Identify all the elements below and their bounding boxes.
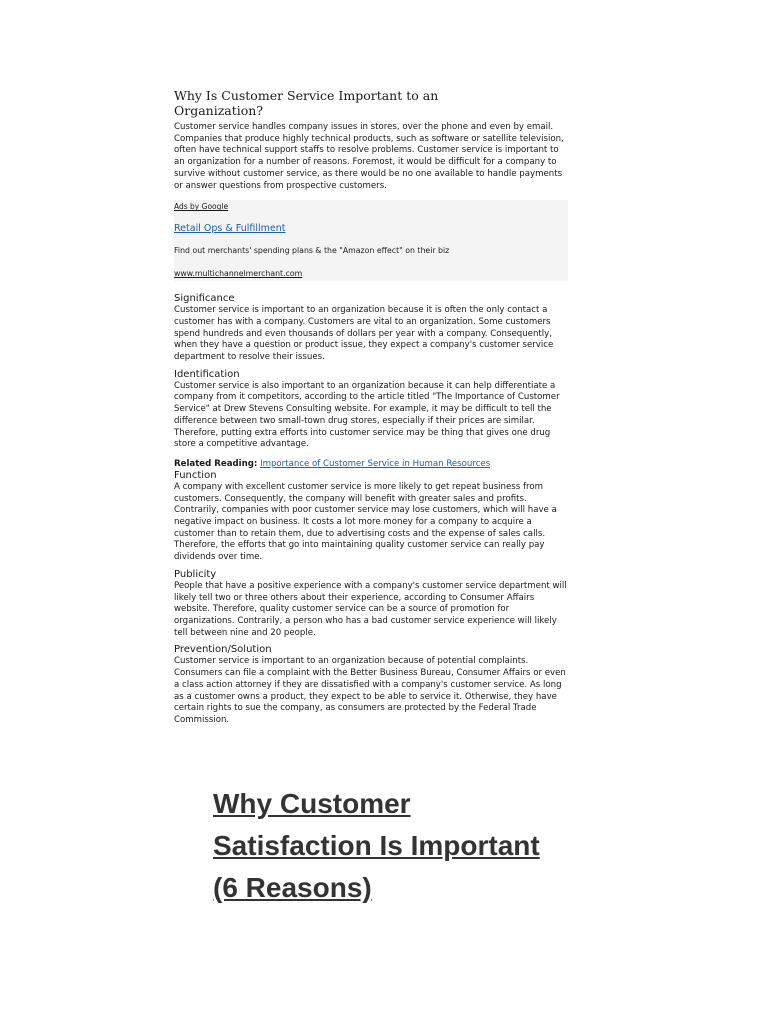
- section-heading: Identification: [174, 368, 240, 380]
- section-heading: Prevention/Solution: [174, 644, 272, 656]
- related-reading-label: Related Reading:: [174, 458, 258, 469]
- related-reading: [174, 459, 568, 470]
- section-body: Customer service is also important to an organization because it can help differentiate a company from it competitors, according to the article titled "The Importance of Customer Service" at Drew Stevens Consulting website. For example, it may be difficult to tell the difference between two small-town drug stores, especially if their prices are similar. Therefore, putting extra efforts into customer service may be thing that gives one drug store a competitive advantage.: [174, 380, 560, 450]
- article-intro: Customer service handles company issues in stores, over the phone and even by email. Companies that produce highly technical products, such as software or satellite television, often have technical support staffs to resolve problems. Customer service is important to an organization for a number of reasons. Foremost, it would be difficult for a company to survive without customer service, as there would be no one available to handle payments or answer questions from prospective customers.: [174, 122, 564, 191]
- section-body: Customer service is important to an organization because it is often the only contact a customer has with a company. Customers are vital to an organization. Some customers spend hundreds and even thousands of dollars per year with a company. Consequently, when they have a question or product issue, they expect a company's customer service department to resolve their issues.: [174, 305, 554, 363]
- ad-url-link[interactable]: www.multichannelmerchant.com: [174, 269, 303, 279]
- section-heading: Function: [174, 469, 217, 481]
- article: [174, 88, 568, 732]
- ad-label[interactable]: Ads by Google: [174, 202, 229, 212]
- section-heading: Publicity: [174, 568, 217, 580]
- section-heading: Significance: [174, 293, 235, 305]
- section-body: Customer service is important to an organization because of potential complaints. Consumers can file a complaint with the Better Business Bureau, Consumer Affairs or even a class action attorney if they are dissatisfied with a company's customer service. As long as a customer owns a product, they expect to be able to service it. Otherwise, they have certain rights to sue the company, as consumers are protected by the Federal Trade Commission.: [174, 656, 566, 725]
- related-reading-link[interactable]: Importance of Customer Service in Human Resources: [260, 458, 491, 469]
- section-identification: [174, 369, 568, 451]
- article-title: Why Is Customer Service Important to an Organization?: [174, 88, 439, 118]
- next-article-heading-link[interactable]: Why Customer Satisfaction Is Important (6 Reasons): [213, 788, 540, 903]
- section-publicity: [174, 569, 568, 640]
- ad-description: Find out merchants' spending plans & the "Amazon effect" on their biz: [174, 246, 450, 256]
- section-function: [174, 470, 568, 564]
- section-body: People that have a positive experience with a company's customer service department will likely tell two or three others about their experience, according to Consumer Affairs website. Therefore, quality customer service can be a source of promotion for organizations. Contrarily, a person who has a bad customer service experience will likely tell between nine and 20 people.: [174, 580, 567, 638]
- ad-box: [174, 200, 568, 281]
- section-body: A company with excellent customer service is more likely to get repeat business from customers. Consequently, the company will benefit with greater sales and profits. Contrarily, companies with poor customer service may lose customers, which will have a negative impact on business. It costs a lot more money for a company to acquire a customer than to retain them, due to advertising costs and the expense of sales calls. Therefore, the efforts that go into maintaining quality customer service can really pay dividends over time.: [174, 481, 557, 563]
- ad-title-link[interactable]: Retail Ops & Fulfillment: [174, 223, 286, 235]
- section-significance: [174, 293, 568, 364]
- section-prevention: [174, 644, 568, 726]
